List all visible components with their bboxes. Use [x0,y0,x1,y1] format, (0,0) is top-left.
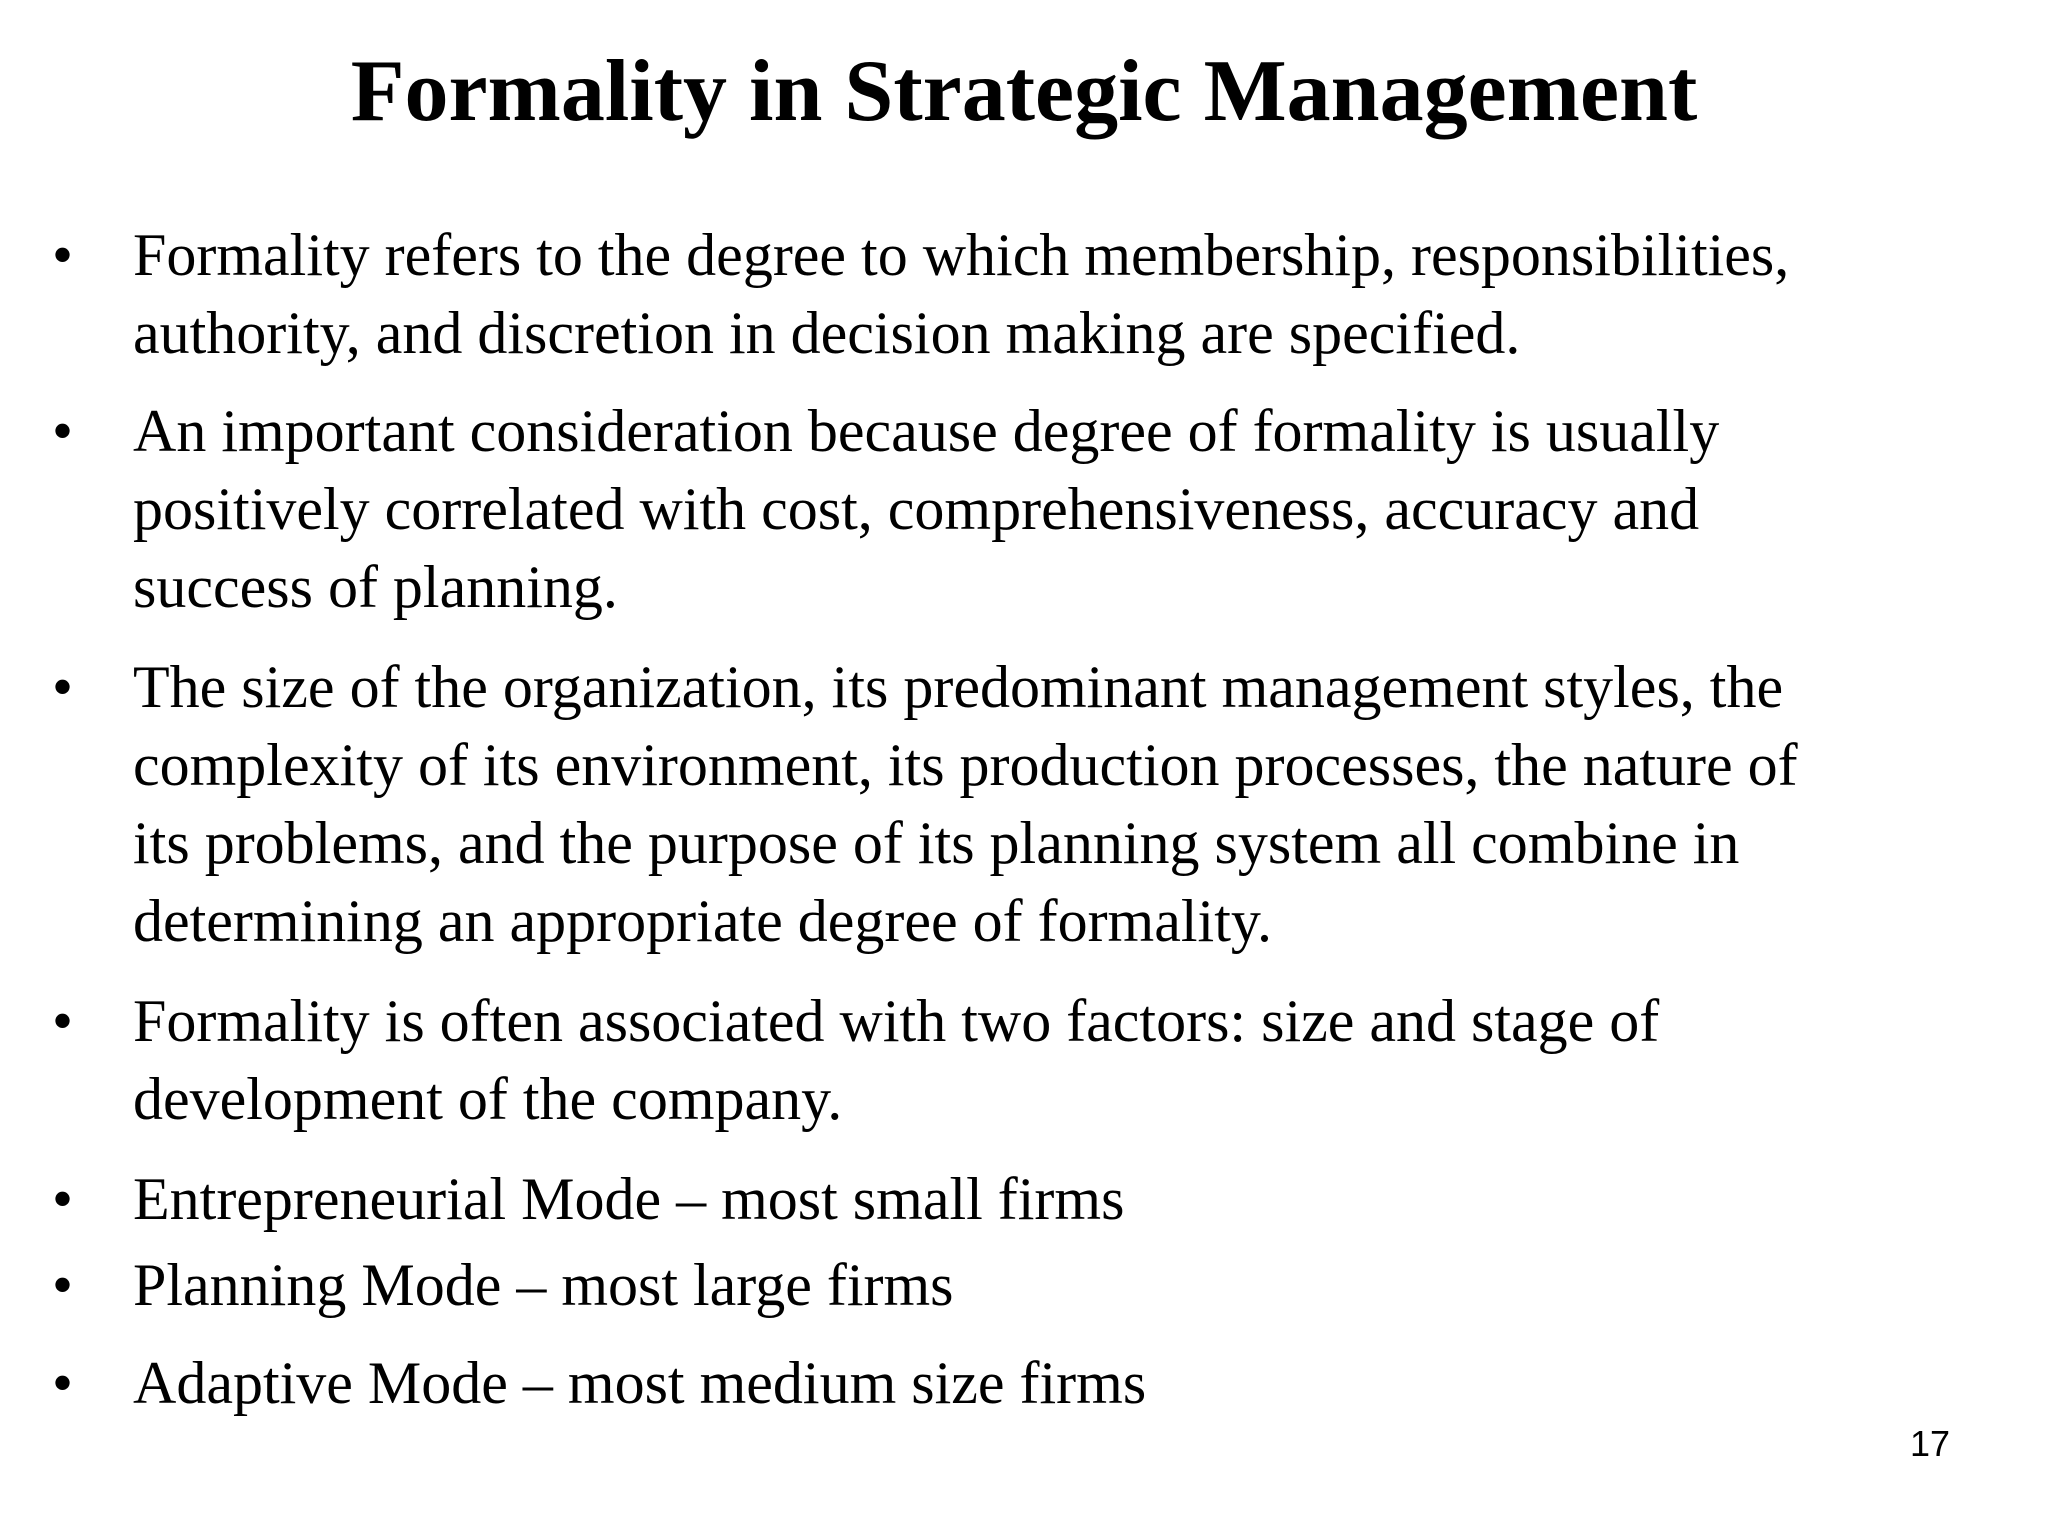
page-number: 17 [1909,1423,1950,1464]
bullet-marker: • [52,222,74,288]
bullet-text [133,648,2003,960]
bullet-text-line: development of the company. [133,1066,843,1132]
bullet-text-line: authority, and discretion in decision making are specified. [133,300,1521,366]
bullet-text-line: The size of the organization, its predominant management styles, the [133,654,1784,720]
bullet-text [133,392,2003,626]
bullet-text-line: determining an appropriate degree of formality. [133,888,1272,954]
bullet-text-line: Planning Mode – most large firms [133,1252,954,1318]
bullet-marker: • [52,398,74,464]
bullet-text [133,1344,2003,1422]
bullet-text-line: Formality is often associated with two factors: size and stage of [133,988,1660,1054]
bullet-text-line: positively correlated with cost, comprehensiveness, accuracy and [133,476,1700,542]
bullet-text [133,216,2003,372]
bullet-text-line: success of planning. [133,554,618,620]
slide-title: Formality in Strategic Management [350,43,1698,140]
bullet-marker: • [52,1252,74,1318]
bullet-text-line: complexity of its environment, its production processes, the nature of [133,732,1798,798]
bullet-marker: • [52,654,74,720]
bullet-marker: • [52,1166,74,1232]
bullet-text-line: Adaptive Mode – most medium size firms [133,1350,1147,1416]
bullet-text [133,982,2003,1138]
bullet-text-line: its problems, and the purpose of its planning system all combine in [133,810,1740,876]
bullet-text-line: An important consideration because degree of formality is usually [133,398,1720,464]
bullet-marker: • [52,988,74,1054]
bullet-text [133,1160,2003,1238]
bullet-text [133,1246,2003,1324]
bullet-text-line: Entrepreneurial Mode – most small firms [133,1166,1125,1232]
bullet-marker: • [52,1350,74,1416]
bullet-text-line: Formality refers to the degree to which membership, responsibilities, [133,222,1790,288]
